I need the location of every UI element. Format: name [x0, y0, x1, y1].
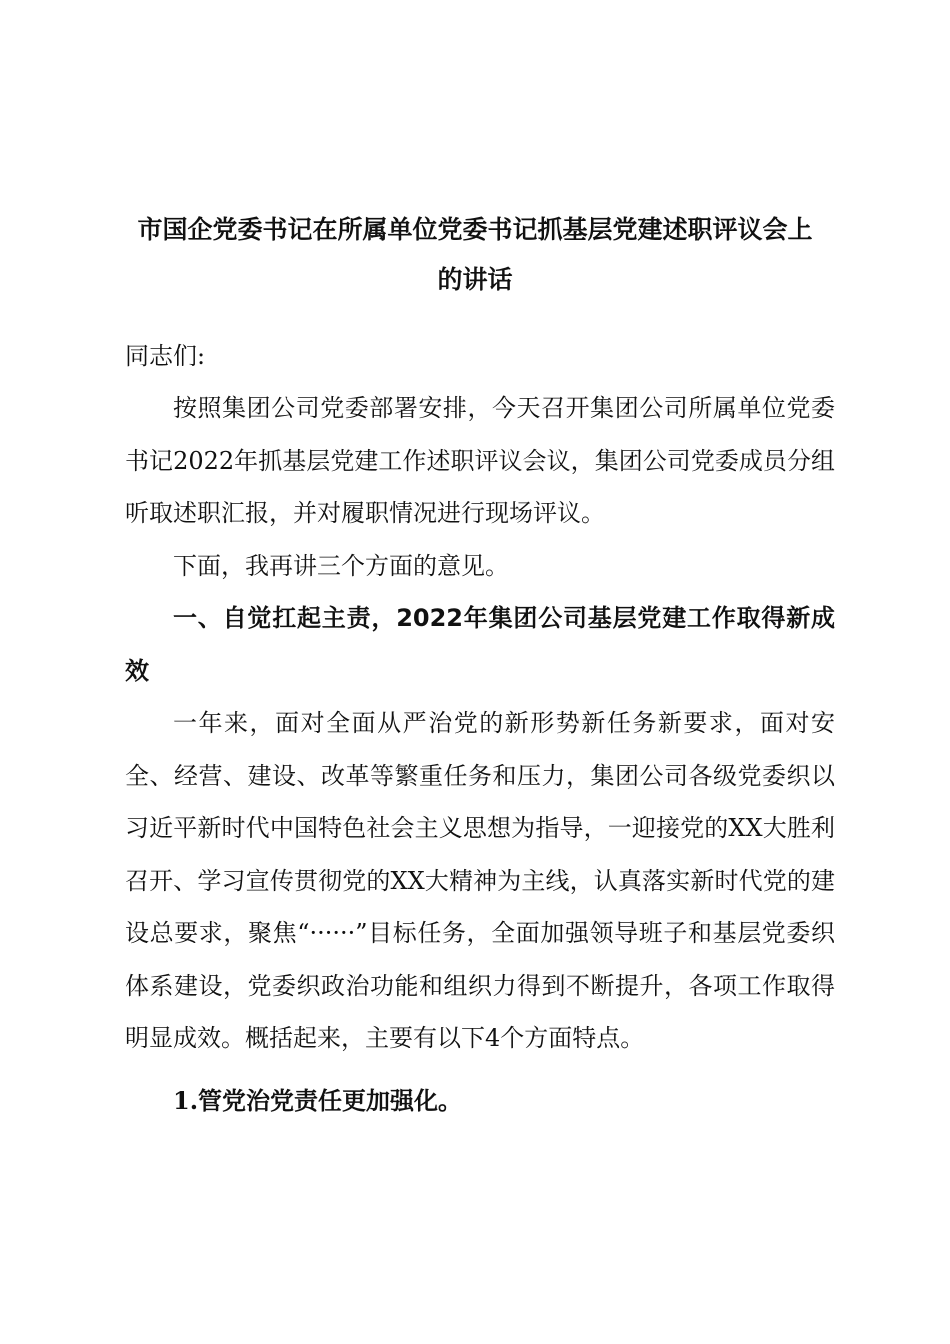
paragraph-section-1: 一年来，面对全面从严治党的新形势新任务新要求，面对安全、经营、建设、改革等繁重任务和压力，集团公司各级党委织以习近平新时代中国特色社会主义思想为指导，一迎接党的XX大胜利召开、学习宣传贯彻党的XX大精神为主线，认真落实新时代党的建设总要求，聚焦“······”目标任务，全面加强领导班子和基层党委织体系建设，党委织政治功能和组织力得到不断提升，各项工作取得明显成效。概括起来，主要有以下4个方面特点。	[125, 709, 835, 1052]
paragraph-transition: 下面，我再讲三个方面的意见。	[173, 551, 509, 580]
subheading-1: 1.管党治党责任更加强化。	[173, 1085, 463, 1115]
paragraph-intro: 按照集团公司党委部署安排，今天召开集团公司所属单位党委书记2022年抓基层党建工作述职评议会议，集团公司党委成员分组听取述职汇报，并对履职情况进行现场评议。	[125, 394, 835, 527]
salutation: 同志们:	[125, 342, 206, 370]
document-title-line-1: 市国企党委书记在所属单位党委书记抓基层党建述职评议会上	[137, 215, 813, 244]
document-title-line-2: 的讲话	[437, 265, 513, 294]
document-body	[125, 382, 835, 1127]
section-heading-1: 一、自觉扛起主责，2022年集团公司基层党建工作取得新成效	[125, 604, 835, 685]
